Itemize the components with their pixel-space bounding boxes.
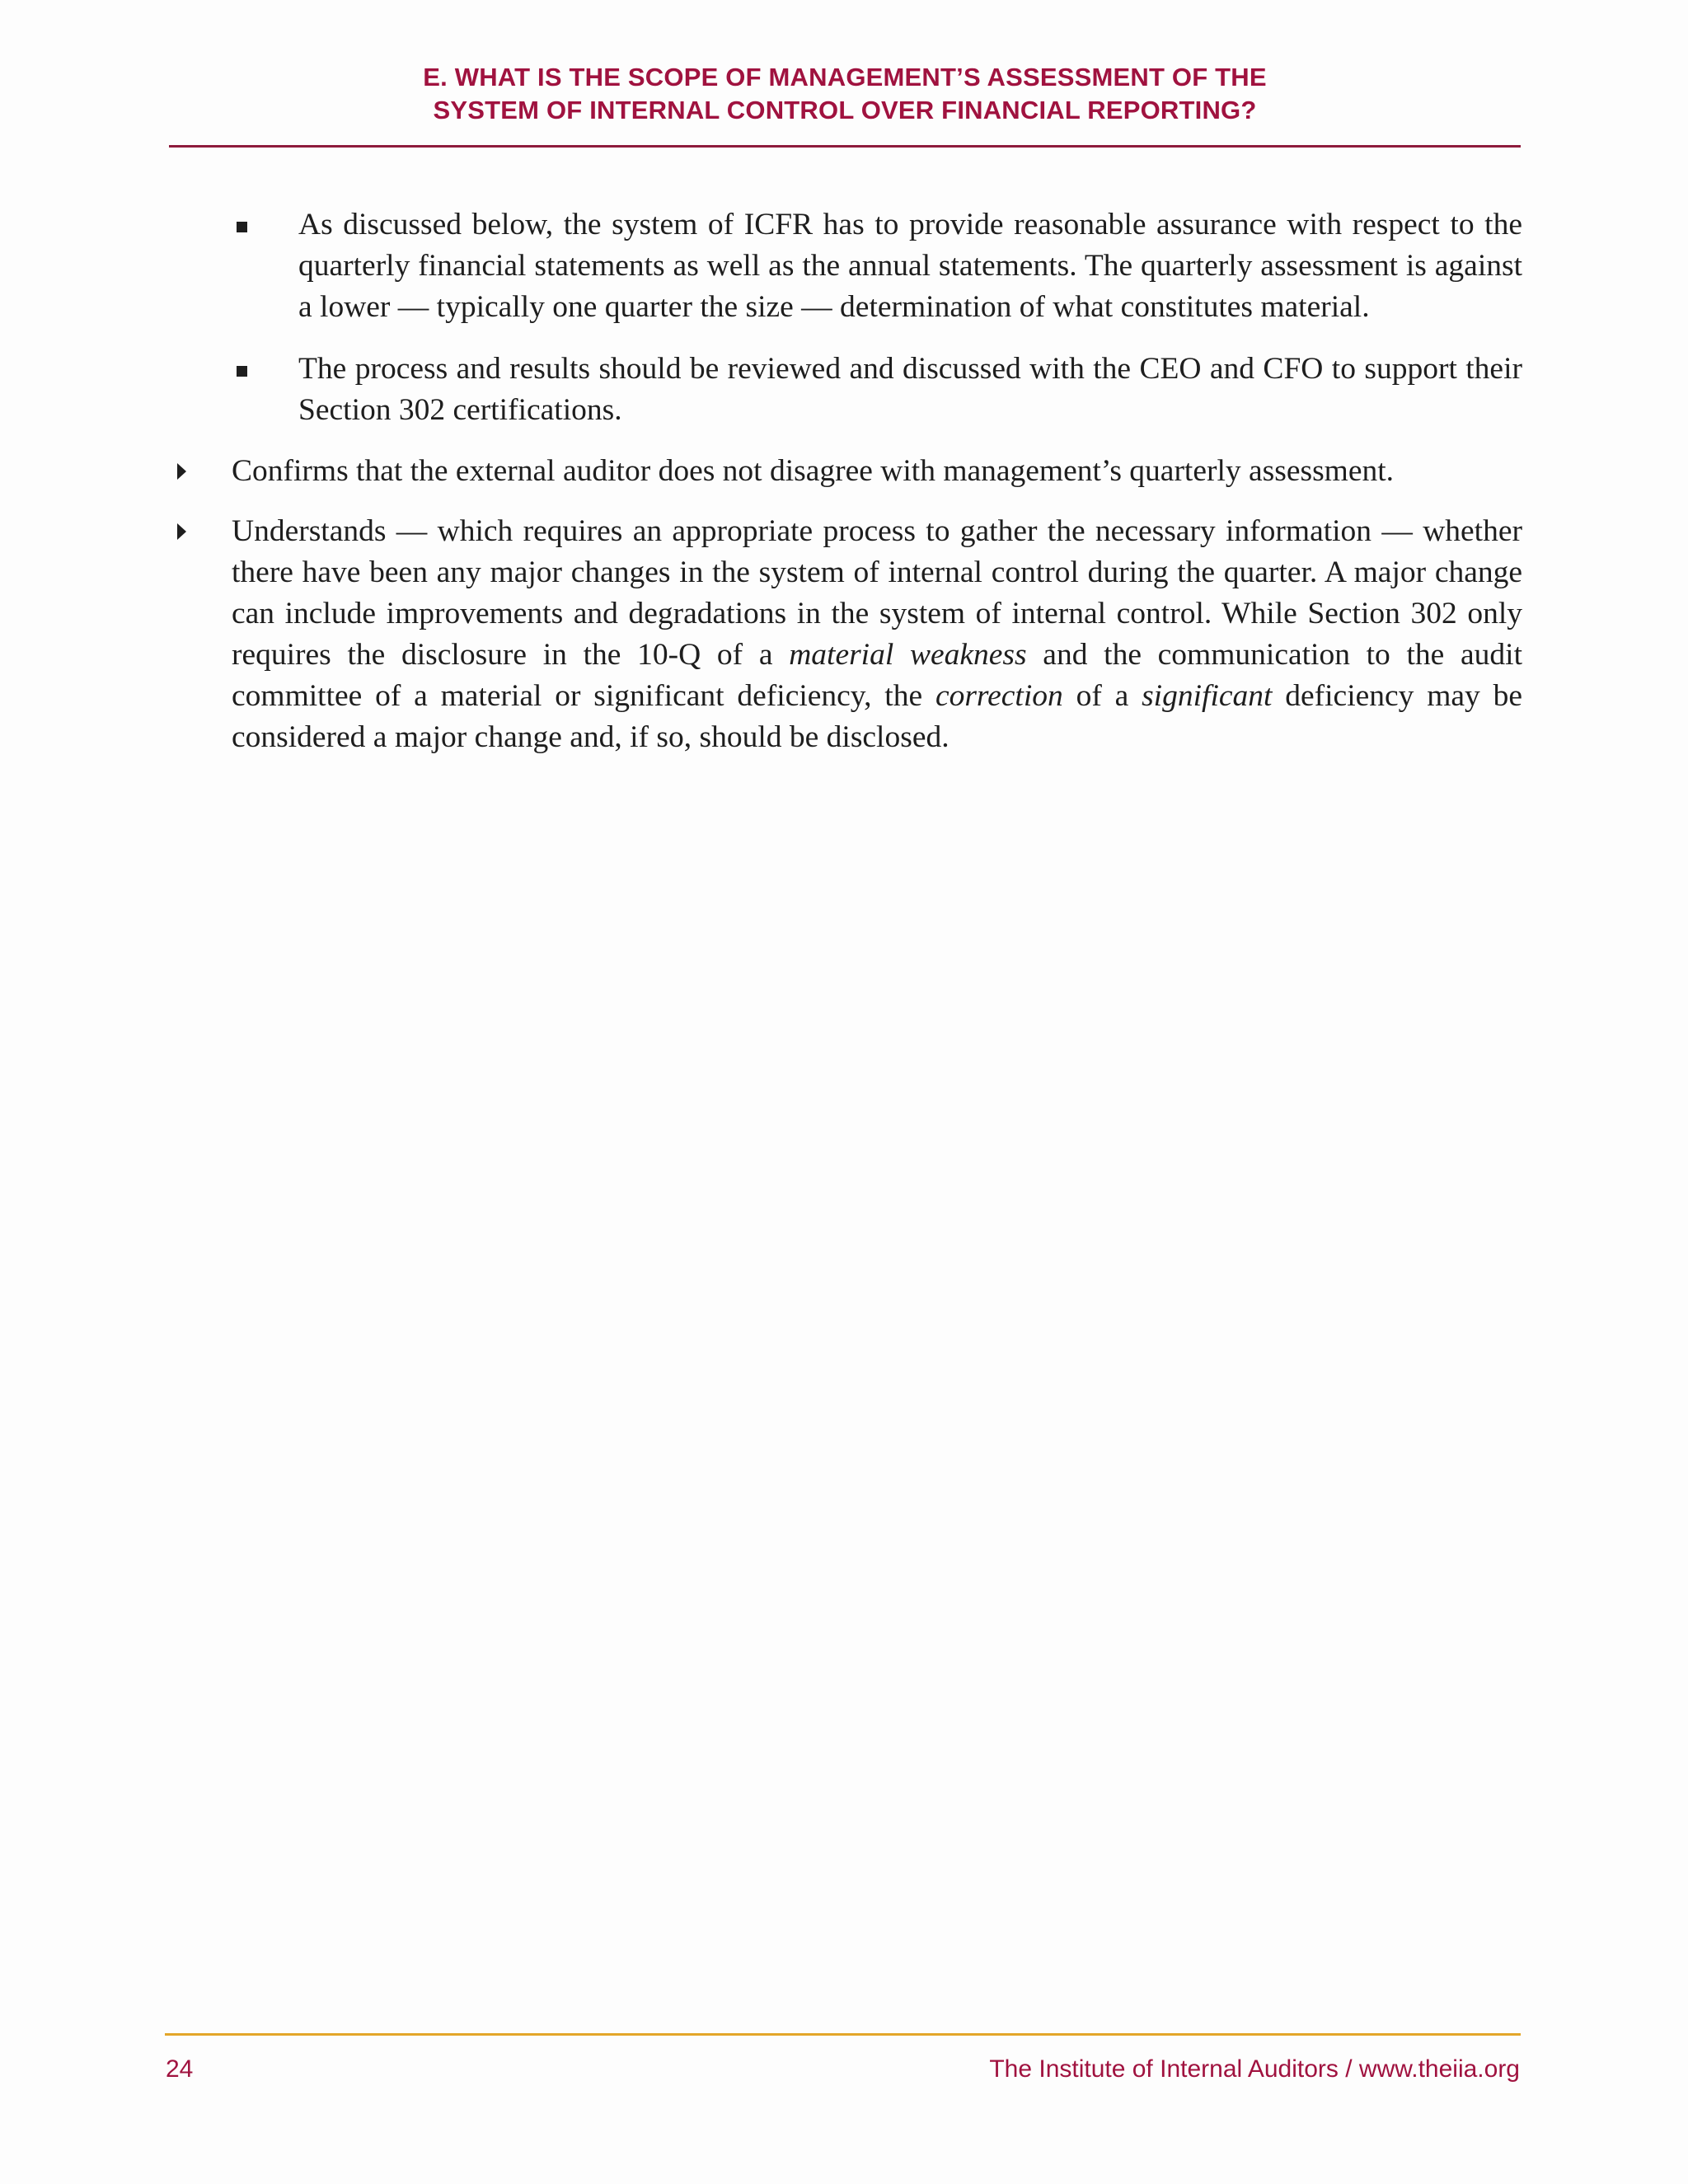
- header-divider: [169, 145, 1521, 148]
- page-number: 24: [166, 2055, 194, 2083]
- sub-bullet-text: The process and results should be reviewed and discussed with the CEO and CFO to support their Section 302 certifications.: [298, 352, 1522, 427]
- main-bullet-text-part-2: and the communication to the audit committee of a material or significant deficiency, the: [232, 638, 1523, 713]
- sub-bullet-text: As discussed below, the system of ICFR has to provide reasonable assurance with respect to the quarterly financial statements as well as the annual statements. The quarterly assessment is against a lower — typically one quarter the size — determination of what constitutes material.: [298, 208, 1522, 324]
- italic-term-material-weakness: material weakness: [789, 638, 1027, 672]
- body-content: [169, 204, 1522, 758]
- sub-bullet-item: [298, 349, 1522, 431]
- italic-term-significant: significant: [1142, 679, 1273, 713]
- footer-divider: [165, 2033, 1521, 2036]
- main-bullet-text: Confirms that the external auditor does not disagree with management’s quarterly assessment.: [232, 454, 1395, 488]
- main-bullet-text-part-4: deficiency may be considered a major change and, if so, should be disclosed.: [232, 679, 1522, 754]
- main-bullet-item: [232, 511, 1522, 758]
- main-bullet-text-part-1: Understands — which requires an appropriate process to gather the necessary information — whether there have been any major changes in the system of internal control during the quarter. A major change can include improvements and degradations in the system of internal control. While Section 302 only requires the disclosure in the 10-Q of a: [232, 514, 1522, 672]
- footer-organization: The Institute of Internal Auditors / www.theiia.org: [989, 2055, 1520, 2083]
- main-bullet-item: [232, 451, 1522, 492]
- triangle-bullet-icon: [177, 463, 186, 480]
- main-bullet-text-part-3: of a: [1062, 679, 1142, 713]
- triangle-bullet-icon: [177, 523, 186, 540]
- page-header: [169, 61, 1521, 127]
- square-bullet-icon: [237, 366, 247, 377]
- italic-term-correction: correction: [935, 679, 1063, 713]
- square-bullet-icon: [237, 222, 247, 232]
- header-line-1: E. WHAT IS THE SCOPE OF MANAGEMENT’S ASSESSMENT OF THE: [423, 63, 1267, 91]
- header-line-2: SYSTEM OF INTERNAL CONTROL OVER FINANCIAL REPORTING?: [433, 96, 1257, 124]
- sub-bullet-item: [298, 204, 1522, 328]
